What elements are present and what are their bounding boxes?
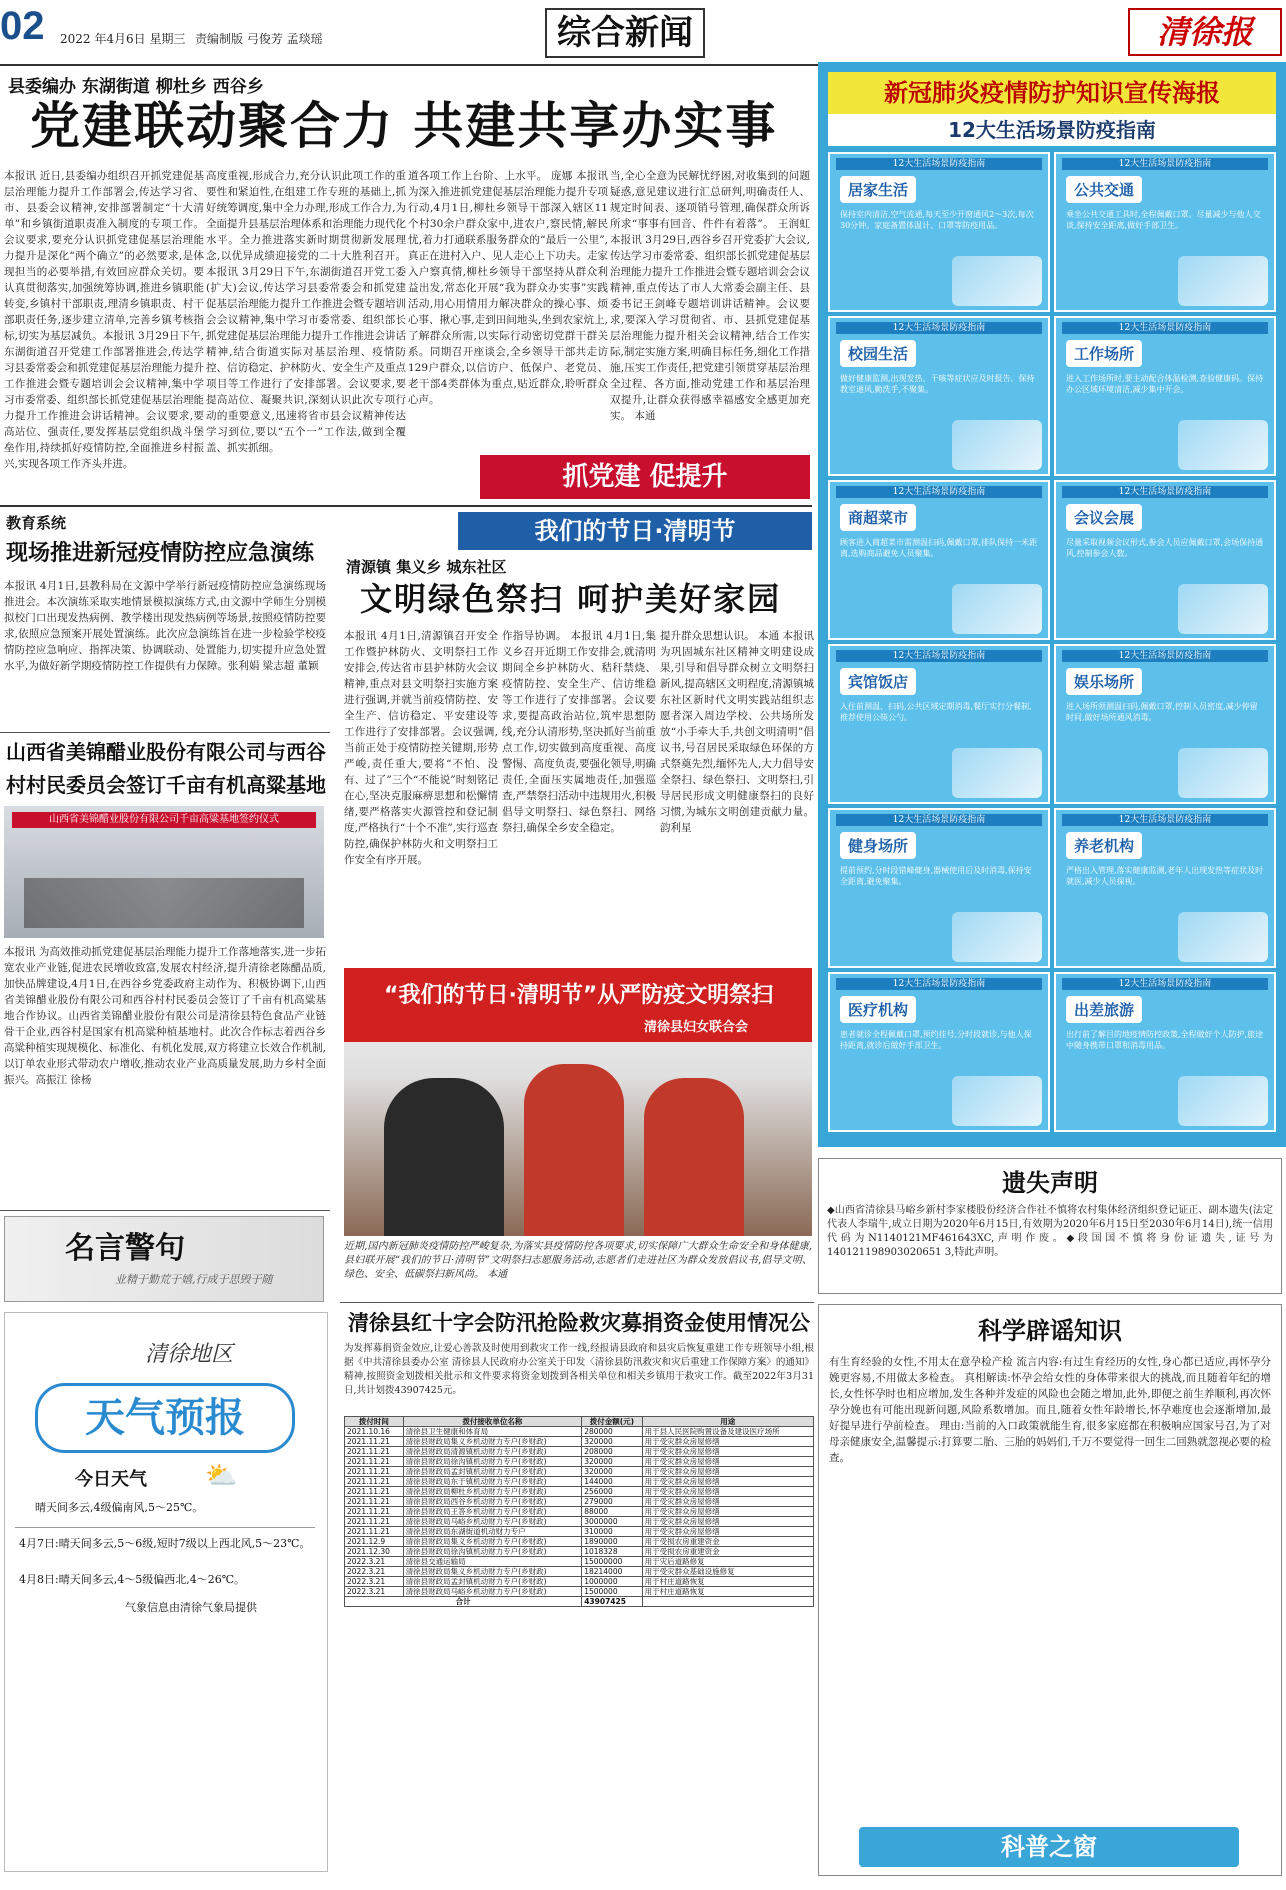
- weather-forecast-2: 4月8日:晴天间多云,4～5级偏西北,4～26℃。: [19, 1573, 245, 1586]
- volunteer-figure: [644, 1078, 744, 1236]
- table-cell: 用于受灾群众房屋修缮: [642, 1487, 813, 1497]
- tile-tag: 12大生活场景防疫指南: [836, 486, 1042, 498]
- tile-name: 健身场所: [840, 832, 916, 859]
- divider: [15, 1527, 315, 1528]
- table-cell: 清徐县财政局王答乡机动财力专户(乡财政): [403, 1507, 582, 1517]
- scene-illustration: [952, 1076, 1042, 1126]
- table-cell: 清徐县财政局集义乡机动财力专户(乡财政): [403, 1567, 582, 1577]
- scene-tile: [828, 972, 1050, 1132]
- table-cell: 清徐县财政局孟封镇机动财力专户(乡财政): [403, 1467, 582, 1477]
- tile-tag: 12大生活场景防疫指南: [836, 158, 1042, 170]
- divider: [0, 732, 330, 733]
- rumor-footer: 科普之窗: [859, 1827, 1239, 1867]
- festival-kicker: 清源镇 集义乡 城东社区: [346, 558, 507, 576]
- tile-text: 出行前了解目的地疫情防控政策,全程做好个人防护,旅途中随身携带口罩和消毒用品。: [1066, 1030, 1264, 1050]
- scene-illustration: [952, 420, 1042, 470]
- tile-tag: 12大生活场景防疫指南: [1062, 486, 1268, 498]
- tile-name: 养老机构: [1066, 832, 1142, 859]
- lead-column-4: 当,全心全意为民解忧纾困,对收集到的问题疑惑,意见建议进行汇总研判,明确责任人、规定时间表、逐项销号管理,确保群众所诉所求“事事有回音、件件有着落”。 王润虹 本报讯 3月29日,西谷乡召开党委扩大会议,传达学习市委常委、组织部长抓党建促基层治理能力提升工作推进会暨专题培训会会议精神,重点传达了市人大常委会副主任、县委书记王剑峰专题培训讲话精神。会议要求,要深入学习贯彻省、市、县抓党建促基层治理能力提升相关会议精神,结合工作实际,制定实施方案,明确目标任务,细化工作措施,压实工作责任,把党建引领贯穿基层治理全过程、各方面,推动党建工作和基层治理双提升,让群众获得感幸福感安全感更加充实。 本通: [610, 170, 810, 422]
- table-cell: 2022.3.21: [345, 1577, 404, 1587]
- festival-column-2: 作指导协调。 本报讯 4月1日,集义乡召开近期工作安排会,就清明期间全乡护林防火、秸秆禁烧、疫情防控、安全生产、信访维稳等工作进行了安排部署。会议要求,要提高政治站位,筑牢思想防线,充分认清形势,坚决抓好当前重点工作,切实做到高度重视、高度警惕、高度负责,要强化领导,明确责任,全面压实属地责任,加强巡查,严禁祭扫活动中违规用火,积极倡导文明祭扫、绿色祭扫、网络祭扫,确保全乡安全稳定。: [502, 630, 656, 834]
- tile-name: 医疗机构: [840, 996, 916, 1023]
- table-cell: 用于受灾群众房屋修缮: [642, 1517, 813, 1527]
- table-row: [345, 1477, 814, 1487]
- tile-text: 保持室内清洁,空气流通,每天至少开窗通风2～3次,每次30分钟。家庭备置体温计、口罩等防疫用品。: [840, 210, 1034, 230]
- table-row: [345, 1527, 814, 1537]
- table-cell: 清徐县财政局清源镇机动财力专户(乡财政): [403, 1447, 582, 1457]
- table-cell: 清徐县财政局东于镇机动财力专户(乡财政): [403, 1477, 582, 1487]
- page-number: 02: [0, 4, 45, 48]
- table-cell: 2021.12.9: [345, 1537, 404, 1547]
- table-cell: 清徐县财政局马峪乡机动财力专户(乡财政): [403, 1587, 582, 1597]
- weather-source: 气象信息由清徐气象局提供: [125, 1601, 257, 1614]
- table-cell: 清徐县财政局马峪乡机动财力专户(乡财政): [403, 1517, 582, 1527]
- scene-tile: [828, 644, 1050, 804]
- table-row: [345, 1547, 814, 1557]
- table-cell: 用于受灾群众房屋修缮: [642, 1477, 813, 1487]
- tile-tag: 12大生活场景防疫指南: [1062, 322, 1268, 334]
- signing-photo: [4, 806, 324, 938]
- table-cell: 用于受损农房重建资金: [642, 1537, 813, 1547]
- tile-name: 宾馆饭店: [840, 668, 916, 695]
- tile-name: 商超菜市: [840, 504, 916, 531]
- tile-tag: 12大生活场景防疫指南: [836, 650, 1042, 662]
- section-title: 综合新闻: [545, 8, 705, 58]
- table-row: [345, 1497, 814, 1507]
- table-row: [345, 1517, 814, 1527]
- issue-date: 2022 年4月6日 星期三: [60, 32, 186, 46]
- poster-title: 新冠肺炎疫情防护知识宣传海报: [828, 72, 1276, 114]
- scene-illustration: [1178, 256, 1268, 306]
- lost-notice: [818, 1158, 1282, 1294]
- table-row: [345, 1507, 814, 1517]
- scene-tile: [828, 152, 1050, 312]
- edu-body: 本报讯 4月1日,县教科局在文源中学举行新冠疫情防控应急演练现场推进会。本次演练采取实地情景模拟演练方式,由文源中学师生分别模拟校门口出现发热病例、教学楼出现发热病例等场景,按照疫情防控要求,依照应急预案开展处置演练。此次应急演练旨在进一步检验学校疫情防控应急响应、指挥决策、协调联动、处置能力,切实提升应急处置水平,为做好新学期疫情防控工作提供有力保障。张利娟 梁志超 董颖: [4, 580, 326, 672]
- table-cell: 清徐县财政局徐沟镇机动财力专户(乡财政): [403, 1547, 582, 1557]
- table-cell: 1018328: [582, 1547, 642, 1557]
- signing-people: [24, 878, 304, 928]
- festival-caption: 近期,国内新冠肺炎疫情防控严峻复杂,为落实县疫情防控各项要求,切实保障广大群众生命安全和身体健康,县妇联开展“我们的节日·清明节”文明祭扫志愿服务活动,志愿者们走进社区为群众发放倡议书,倡导文明、绿色、安全、低碳祭扫新风尚。 本通: [344, 1241, 812, 1280]
- tile-tag: 12大生活场景防疫指南: [1062, 158, 1268, 170]
- table-cell: 用于受灾群众房屋修缮: [642, 1447, 813, 1457]
- table-cell: 2021.11.21: [345, 1477, 404, 1487]
- table-row: [345, 1587, 814, 1597]
- scene-tile: [1054, 316, 1276, 476]
- table-cell: 用于受损农房重建资金: [642, 1547, 813, 1557]
- rumor-title: 科学辟谣知识: [978, 1317, 1122, 1345]
- weather-today-label: 今日天气: [75, 1469, 147, 1490]
- tile-text: 严格出入管理,落实健康监测,老年人出现发热等症状及时就医,减少人员探视。: [1066, 866, 1264, 886]
- festival-headline: 文明绿色祭扫 呵护美好家园: [360, 580, 782, 618]
- tile-tag: 12大生活场景防疫指南: [836, 814, 1042, 826]
- redcross-intro: 为发挥募捐资金效应,让爱心善款及时使用到救灾工作一线,经报请县政府和县灾后恢复重建工作专班领导小组,根据《中共清徐县委办公室 清徐县人民政府办公室关于印发〈清徐县防汛救灾和灾后重建工作保障方案〉的通知》精神,按照资金划拨相关批示和文件要求将资金划拨到各相关单位和相关乡镇用于救灾工作。截至2022年3月31日,共计划拨43907425元。: [344, 1343, 814, 1396]
- col-header: 拨付接收单位名称: [403, 1417, 582, 1427]
- tile-tag: 12大生活场景防疫指南: [836, 978, 1042, 990]
- lead-column-1: 本报讯 近日,县委编办组织召开抓党建促基层治理能力提升工作部署会,传达学习省、市、县委会议精神,安排部署制定“十大清单”和乡镇街道职责准入制度的专项工作。会议要求,要充分认识抓党建促基层治理能力提升是深化“两个确立”的必然要求,是体现担当的必要举措,有效回应群众关切。要认真贯彻落实,加强统筹协调,推进乡镇职能转变,乡镇村干部职责,理清乡镇职责、村干部职责任务,逐步建立清单,完善乡镇考核指标,切实为基层减负。本报讯 3月29日下午,东湖街道召开党建工作部署推进会,传达学习县委常委会和抓党建促基层治理能力提升工作推进会暨专题培训会会议精神,集中学习市委常委、组织部长抓党建促基层治理能力提升工作推进会讲话精神。会议要求,要高站位、强责任,要发挥基层党组织战斗堡垒作用,持续抓好疫情防控,全面推进乡村振兴,实现各项工作齐头并进。: [4, 170, 204, 470]
- table-cell: 2021.11.21: [345, 1467, 404, 1477]
- col-header: 拨付时间: [345, 1417, 404, 1427]
- lead-column-3: 道各项工作上台阶、上水平。 庞娜 本报讯 为深入推进抓党建促基层治理能力提升专项行动,4月1日,柳杜乡领导干部深入辖区11个村30余户群众家中,进农户,察民情,解民忧,着力打通联系服务群众的“最后一公里”,真正在进村入户、见人走心上下功夫。走家入户察真情,柳杜乡领导干部坚持从群众利益出发,常态化开展“我为群众办实事”实践活动,用心用情用力解决群众的操心事、烦心事、揪心事,走到田间地头,坐到农家炕上,了解群众所需,以实际行动密切党群干群关系。同期召开座谈会,全乡领导干部共走访129户群众,以信访户、低保户、老党员、老干部4类群体为重点,贴近群众,聆听群众心声。: [408, 170, 608, 406]
- poster-subtitle: 12大生活场景防疫指南: [828, 114, 1276, 146]
- lead-column-2: 高度重视,形成合力,充分认识此项工作的重要性和紧迫性,在组建工作专班的基础上,抓好统筹调度,集中全力办理,形成工作合力,为全面提升县基层治理体系和治理能力现代化水平。全力推进落实新时期贯彻新发展理念,以优异成绩迎接党的二十大胜利召开。本报讯 3月29日下午,东湖街道召开党工委(扩大)会议,传达学习县委常委会和抓党建促基层治理能力提升工作推进会暨专题培训会会议精神,集中学习市委常委、组织部长抓党建促基层治理能力提升工作推进会讲话精神,结合街道实际对基层治理、疫情防控、信访稳定、护林防火、安全生产及重点项目等工作进行了安排部署。会议要求,要提高站位、凝聚共识,深刻认识此次专项行动的重要意义,迅速将省市县会议精神传达学习到位,要以“五个一”工作法,做到全覆盖、抓实抓细。: [206, 170, 406, 454]
- table-row: [345, 1487, 814, 1497]
- tile-tag: 12大生活场景防疫指南: [1062, 650, 1268, 662]
- edu-kicker: 教育系统: [6, 514, 67, 532]
- table-cell: 279000: [582, 1497, 642, 1507]
- table-cell: 2021.11.21: [345, 1517, 404, 1527]
- tile-text: 患者就诊全程佩戴口罩,预约挂号,分时段就诊,与他人保持距离,就诊后做好手部卫生。: [840, 1030, 1032, 1050]
- scene-tile: [828, 316, 1050, 476]
- tile-text: 尽量采取视频会议形式,参会人员应佩戴口罩,会场保持通风,控制参会人数。: [1066, 538, 1264, 558]
- table-cell: 2022.3.21: [345, 1557, 404, 1567]
- table-cell: 用于受灾群众房屋修缮: [642, 1437, 813, 1447]
- tile-text: 进入场所须测温扫码,佩戴口罩,控制人员密度,减少停留时间,做好场所通风消毒。: [1066, 702, 1258, 722]
- vinegar-headline: 山西省美锦醋业股份有限公司与西谷村村民委员会签订千亩有机高粱基地: [6, 740, 326, 797]
- scene-illustration: [1178, 584, 1268, 634]
- divider: [0, 505, 812, 507]
- weather-title: 天气预报: [35, 1383, 295, 1453]
- tile-tag: 12大生活场景防疫指南: [1062, 978, 1268, 990]
- festival-band: 我们的节日·清明节: [458, 512, 812, 550]
- table-row: [345, 1577, 814, 1587]
- epidemic-poster: [818, 62, 1286, 1147]
- vinegar-body: 本报讯 为高效推动抓党建促基层治理能力提升工作落地落实,进一步拓宽农业产业链,促进农民增收致富,发展农村经济,提升清徐老陈醋品质,加快品牌建设,4月1日,在西谷乡党委政府主动作为、积极协调下,山西省美锦醋业股份有限公司和西谷村村民委员会签订了千亩有机高粱基地合作协议。山西省美锦醋业股份有限公司是清徐县特色食品产业链骨干企业,西谷村是国家有机高粱种植基地村。此次合作标志着西谷乡高粱种植实现规模化、标准化、有机化发展,双方将建立长效合作机制,以订单农业形式带动农户增收,推动农业产业高质量发展,助力乡村全面振兴。高振江 徐杨: [4, 946, 326, 1086]
- scene-illustration: [952, 912, 1042, 962]
- table-cell: 清徐县财政局徐沟镇机动财力专户(乡财政): [403, 1457, 582, 1467]
- table-cell: 320000: [582, 1467, 642, 1477]
- table-row: [345, 1467, 814, 1477]
- table-cell: 208000: [582, 1447, 642, 1457]
- total-blank: [642, 1597, 813, 1607]
- scene-tile: [1054, 644, 1276, 804]
- table-cell: 320000: [582, 1457, 642, 1467]
- table-row: [345, 1557, 814, 1567]
- tile-name: 公共交通: [1066, 176, 1142, 203]
- festival-column-1: 本报讯 4月1日,清源镇召开安全工作暨护林防火、文明祭扫工作安排会,传达省市县护林防火会议精神,重点对县文明祭扫实施方案进行强调,并就当前疫情防控、安全生产、信访稳定、平安建设等工作进行了安排部署。会议强调,当前正处于疫情防控关键期,形势严峻,责任重大,要将“不怕、没有、过了”三个“不能说”时刻铭记在心,坚决克服麻痹思想和松懈情绪,要严格落实火源管控和登记制度,严格执行“十个不准”,实行巡查防控,确保护林防火和文明祭扫工作安全有序开展。: [344, 630, 498, 866]
- table-cell: 用于受灾群众房屋修缮: [642, 1497, 813, 1507]
- edu-headline: 现场推进新冠疫情防控应急演练: [6, 541, 315, 566]
- divider: [340, 1302, 814, 1303]
- tile-name: 居家生活: [840, 176, 916, 203]
- total-value: 43907425: [582, 1597, 642, 1607]
- table-row: [345, 1427, 814, 1437]
- motto-title: 名言警句: [65, 1231, 185, 1266]
- scene-illustration: [1178, 912, 1268, 962]
- table-cell: 320000: [582, 1437, 642, 1447]
- cloud-sun-icon: ⛅: [205, 1461, 238, 1491]
- scene-illustration: [952, 256, 1042, 306]
- scene-tile: [1054, 972, 1276, 1132]
- table-cell: 1500000: [582, 1587, 642, 1597]
- photo-banner: “我们的节日·清明节”从严防疫文明祭扫: [344, 968, 812, 1042]
- table-cell: 2021.11.21: [345, 1527, 404, 1537]
- total-label: 合计: [345, 1597, 582, 1607]
- tile-name: 出差旅游: [1066, 996, 1142, 1023]
- signing-banner: 山西省美锦醋业股份有限公司千亩高粱基地签约仪式: [12, 812, 316, 828]
- table-cell: 256000: [582, 1487, 642, 1497]
- table-cell: 310000: [582, 1527, 642, 1537]
- scene-tile: [1054, 152, 1276, 312]
- scene-tile: [828, 808, 1050, 968]
- table-cell: 280000: [582, 1427, 642, 1437]
- table-cell: 清徐县交通运输局: [403, 1557, 582, 1567]
- lead-banner: 抓党建 促提升: [480, 455, 810, 499]
- motto-box: [4, 1216, 324, 1302]
- divider: [0, 1210, 330, 1211]
- lead-headline: 党建联动聚合力 共建共享办实事: [30, 97, 778, 155]
- scene-tile: [1054, 808, 1276, 968]
- redcross-headline: 清徐县红十字会防汛抢险救灾募捐资金使用情况公: [348, 1311, 810, 1335]
- table-cell: 144000: [582, 1477, 642, 1487]
- scene-illustration: [952, 748, 1042, 798]
- tile-text: 入住前测温、扫码,公共区域定期消毒,餐厅实行分餐制,推荐使用公筷公勺。: [840, 702, 1032, 722]
- weather-forecast-1: 4月7日:晴天间多云,5～6级,短时7级以上西北风,5～23℃。: [19, 1537, 311, 1550]
- table-cell: 2021.11.21: [345, 1497, 404, 1507]
- festival-column-3: 提升群众思想认识。 本通 本报讯 为巩固城东社区精神文明建设成果,引导和倡导群众树立文明祭扫新风,提高辖区文明程度,清源镇城东社区新时代文明实践站组织志愿者深入周边学校、公共场所发放“小手牵大手,共创文明清明”倡议书,号召居民采取绿色环保的方式祭奠先烈,缅怀先人,大力倡导安全祭扫、绿色祭扫、文明祭扫,引导居民形成文明健康祭扫的良好习惯,为城东文明创建贡献力量。 韵利星: [660, 630, 814, 834]
- lost-title: 遗失声明: [1002, 1169, 1098, 1197]
- scene-illustration: [1178, 420, 1268, 470]
- paper-logo: 清徐报: [1128, 8, 1282, 56]
- table-cell: 88000: [582, 1507, 642, 1517]
- lost-body: ◆山西省清徐县马峪乡新村李家楼股份经济合作社不慎将农村集体经济组织登记证正、副本遗失(法定代表人李瑞牛,成立日期为2020年6月15日,有效期为2020年6月15日至2030年6月14日),统一信用代码为N1140121MF461643XC,声明作废。◆段国国不慎将身份证遗失,证号为140121198903020651 3,特此声明。: [827, 1205, 1273, 1258]
- tile-tag: 12大生活场景防疫指南: [1062, 814, 1268, 826]
- table-row: [345, 1457, 814, 1467]
- table-cell: 用于村庄道路恢复: [642, 1587, 813, 1597]
- rumor-box: [818, 1304, 1282, 1876]
- weather-box: [4, 1312, 328, 1872]
- tile-name: 校园生活: [840, 340, 916, 367]
- col-header: 拨付金额(元): [582, 1417, 642, 1427]
- editor-credit: 责编制版 弓俊芳 孟琰瑶: [195, 32, 323, 46]
- masthead: [0, 0, 1286, 66]
- donation-table-wrap: [344, 1416, 814, 1876]
- table-cell: 清徐县财政局西谷乡机动财力专户(乡财政): [403, 1497, 582, 1507]
- table-cell: 用于灾后道路修复: [642, 1557, 813, 1567]
- table-cell: 2021.11.21: [345, 1507, 404, 1517]
- rumor-body: 有生育经验的女性,不用太在意孕检产检 流言内容:有过生育经历的女性,身心都已适应,再怀孕分娩更容易,不用做太多检查。 真相解读:怀孕会给女性的身体带来很大的挑战,而且随着年纪的增长,女性怀孕时也相应增加,发生各种并发症的风险也会随之增加,此外,即便之前生养顺利,再次怀孕分娩也有可能出现新问题,风险系数增加。而且,随着女性年龄增长,怀孕难度也会逐渐增加,最好提早进行孕前检查。 理由:当前的入口政策就能生育,很多家庭都在积极响应国家号召,为了对母亲健康安全,温馨提示:打算要二胎、三胎的妈妈们,千万不要觉得一回生二回熟就忽视必要的检查。: [829, 1356, 1271, 1464]
- table-cell: 用于受灾群众基础设施修复: [642, 1567, 813, 1577]
- table-cell: 清徐县财政局集义乡机动财力专户(乡财政): [403, 1537, 582, 1547]
- table-row: [345, 1437, 814, 1447]
- donation-table: [344, 1416, 814, 1607]
- table-cell: 用于受灾群众房屋修缮: [642, 1457, 813, 1467]
- volunteer-figure: [524, 1064, 624, 1236]
- table-cell: 1000000: [582, 1577, 642, 1587]
- scene-illustration: [1178, 748, 1268, 798]
- weather-today: 晴天间多云,4级偏南风,5～25℃。: [35, 1501, 204, 1514]
- scene-tile: [828, 480, 1050, 640]
- table-cell: 2021.11.21: [345, 1487, 404, 1497]
- lead-kicker: 县委编办 东湖街道 柳杜乡 西谷乡: [8, 77, 264, 96]
- table-row: [345, 1447, 814, 1457]
- col-header: 用途: [642, 1417, 813, 1427]
- volunteer-figure: [384, 1078, 504, 1236]
- scene-illustration: [1178, 1076, 1268, 1126]
- tile-text: 提前预约,分时段错峰健身,器械使用后及时消毒,保持安全距离,避免聚集。: [840, 866, 1032, 886]
- table-row: [345, 1537, 814, 1547]
- table-cell: 清徐县财政局东湖街道机动财力专户: [403, 1527, 582, 1537]
- table-cell: 1890000: [582, 1537, 642, 1547]
- tile-text: 乘坐公共交通工具时,全程佩戴口罩。尽量减少与他人交谈,保持安全距离,做好手部卫生。: [1066, 210, 1261, 230]
- table-cell: 用于县人民医院购置设备及建设医疗场所: [642, 1427, 813, 1437]
- festival-photo: [344, 968, 812, 1236]
- table-cell: 清徐县卫生健康和体育局: [403, 1427, 582, 1437]
- table-cell: 3000000: [582, 1517, 642, 1527]
- table-cell: 2021.11.21: [345, 1447, 404, 1457]
- motto-script: 业精于勤荒于嬉,行成于思毁于随: [115, 1273, 273, 1286]
- tile-name: 会议会展: [1066, 504, 1142, 531]
- scene-tile: [1054, 480, 1276, 640]
- table-cell: 清徐县财政局柳杜乡机动财力专户(乡财政): [403, 1487, 582, 1497]
- tile-text: 做好健康监测,出现发热、干咳等症状应及时报告。保持教室通风,勤洗手,不聚集。: [840, 374, 1035, 394]
- table-cell: 用于村庄道路恢复: [642, 1577, 813, 1587]
- table-cell: 2021.11.21: [345, 1437, 404, 1447]
- table-cell: 2022.3.21: [345, 1567, 404, 1577]
- tile-name: 娱乐场所: [1066, 668, 1142, 695]
- tile-text: 顾客进入商超菜市需测温扫码,佩戴口罩,排队保持一米距离,选购商品避免人员聚集。: [840, 538, 1038, 558]
- table-cell: 用于受灾群众房屋修缮: [642, 1467, 813, 1477]
- tile-name: 工作场所: [1066, 340, 1142, 367]
- weather-region: 清徐地区: [145, 1342, 234, 1367]
- table-row: [345, 1567, 814, 1577]
- scene-illustration: [952, 584, 1042, 634]
- table-cell: 2022.3.21: [345, 1587, 404, 1597]
- table-cell: 用于受灾群众房屋修缮: [642, 1527, 813, 1537]
- table-cell: 清徐县财政局集义乡机动财力专户(乡财政): [403, 1437, 582, 1447]
- table-cell: 2021.12.30: [345, 1547, 404, 1557]
- table-cell: 用于受灾群众房屋修缮: [642, 1507, 813, 1517]
- tile-text: 进入工作场所时,要主动配合体温检测,查验健康码。保持办公区域环境清洁,减少集中开会。: [1066, 374, 1264, 394]
- table-cell: 2021.10.16: [345, 1427, 404, 1437]
- photo-org: 清徐县妇女联合会: [644, 1020, 749, 1035]
- table-cell: 2021.11.21: [345, 1457, 404, 1467]
- table-cell: 清徐县财政局孟封镇机动财力专户(乡财政): [403, 1577, 582, 1587]
- table-cell: 15000000: [582, 1557, 642, 1567]
- table-cell: 18214000: [582, 1567, 642, 1577]
- tile-tag: 12大生活场景防疫指南: [836, 322, 1042, 334]
